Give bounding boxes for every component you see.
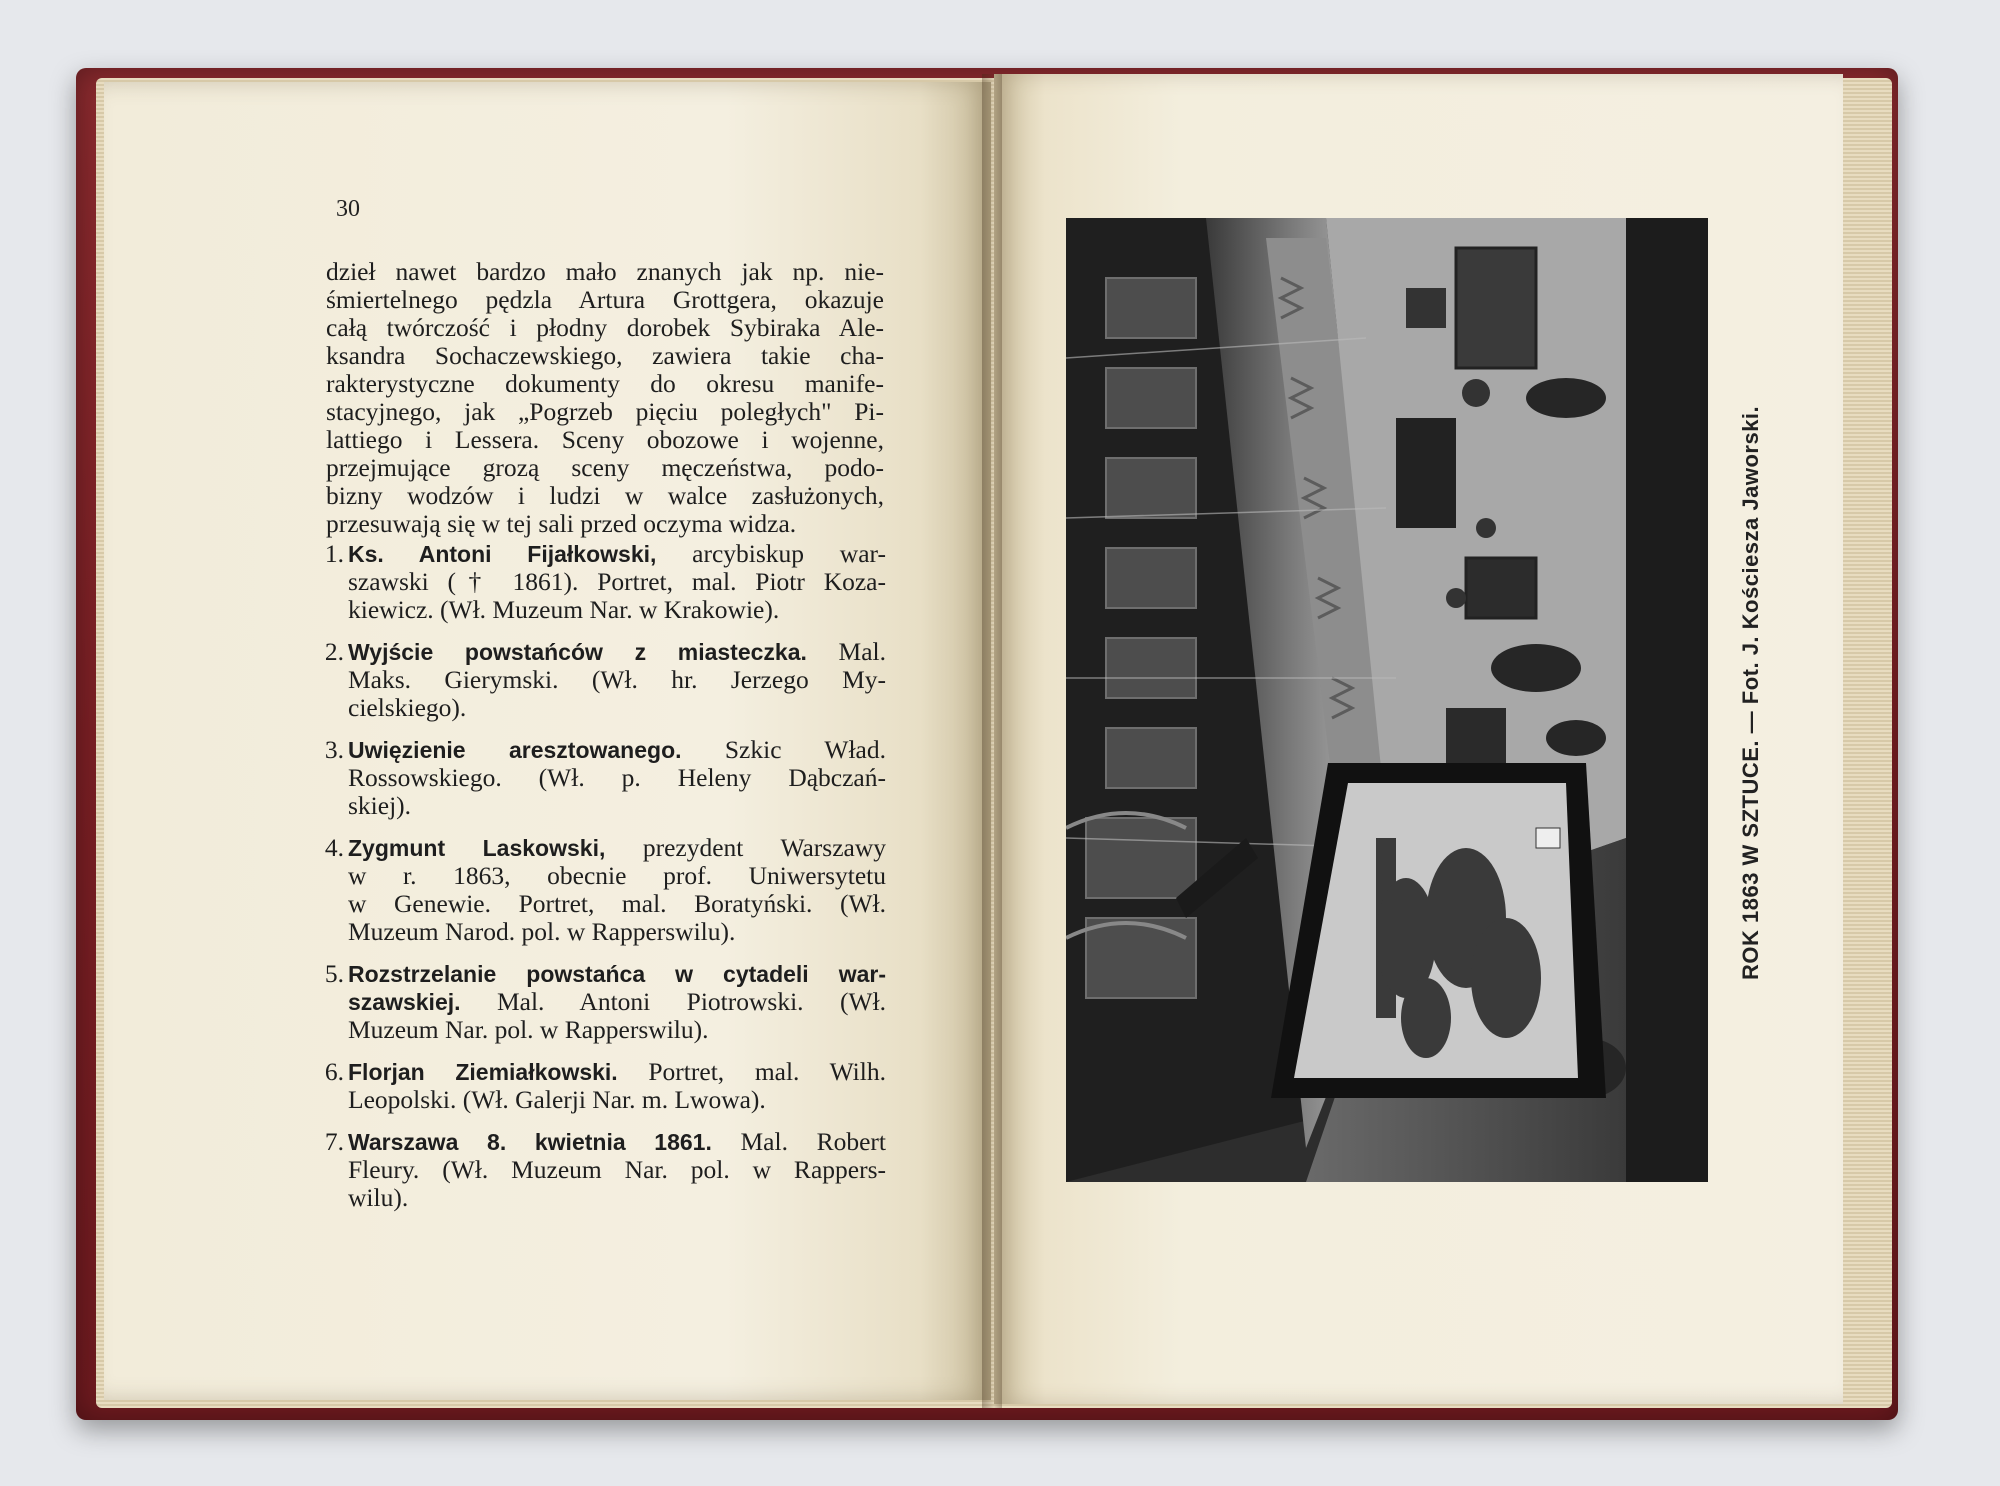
entry-line: wilu). <box>348 1183 409 1212</box>
intro-line: przesuwają się w tej sali przed oczyma widza. <box>326 509 797 538</box>
entry-first-line <box>348 960 886 988</box>
entry-line: Fleury. (Wł. Muzeum Nar. pol. w Rappers- <box>348 1155 886 1184</box>
entry-title-cont: szawskiej. <box>348 989 461 1015</box>
entry-line: Maks. Gierymski. (Wł. hr. Jerzego My- <box>348 665 886 694</box>
entry-first-line: Zygmunt Laskowski, prezydent Warszawy <box>348 833 887 862</box>
intro-line: śmiertelnego pędzla Artura Grottgera, okazuje <box>326 285 884 314</box>
exhibition-photograph <box>1066 218 1708 1182</box>
entry-title: Ks. Antoni Fijałkowski, <box>348 541 657 567</box>
intro-line: bizny wodzów i ludzi w walce zasłużonych, <box>326 481 884 510</box>
entry-first-line: Ks. Antoni Fijałkowski, arcybiskup war- <box>348 539 886 568</box>
entry-number: 6. <box>324 1057 344 1086</box>
catalog-entry <box>300 960 886 1044</box>
entry-first-line: Uwięzienie aresztowanego. Szkic Wład. <box>348 735 887 764</box>
entry-line: w r. 1863, obecnie prof. Uniwersytetu <box>348 861 886 890</box>
catalog-entry <box>300 1128 886 1212</box>
catalog-entry <box>300 1058 886 1114</box>
catalog-entry <box>300 834 886 946</box>
intro-line: przejmujące grozą sceny męczeństwa, podo- <box>326 453 884 482</box>
entry-number: 3. <box>324 735 344 764</box>
entry-line: cielskiego). <box>348 693 467 722</box>
entry-number: 1. <box>324 539 344 568</box>
entry-title: Uwięzienie aresztowanego. <box>348 737 682 763</box>
entry-title: Zygmunt Laskowski, <box>348 835 606 861</box>
entry-title: Wyjście powstańców z miasteczka. <box>348 639 807 665</box>
catalog-entry <box>300 638 886 722</box>
intro-line: ksandra Sochaczewskiego, zawiera takie cha- <box>326 341 884 370</box>
intro-line: rakterystyczne dokumenty do okresu manife- <box>326 369 884 398</box>
entry-title: Florjan Ziemiałkowski. <box>348 1059 618 1085</box>
intro-line: dzieł nawet bardzo mało znanych jak np. nie- <box>326 257 884 286</box>
intro-paragraph <box>326 258 884 538</box>
entry-line: kiewicz. (Wł. Muzeum Nar. w Krakowie). <box>348 595 780 624</box>
page-number: 30 <box>336 196 360 222</box>
entry-number: 2. <box>324 637 344 666</box>
entry-number: 4. <box>324 833 344 862</box>
entry-first-line: Warszawa 8. kwietnia 1861. Mal. Robert <box>348 1127 886 1156</box>
intro-line: lattiego i Lessera. Sceny obozowe i wojenne, <box>326 425 884 454</box>
catalog-list <box>300 540 886 1226</box>
catalog-entry <box>300 540 886 624</box>
photo-image <box>1066 218 1708 1182</box>
entry-line: skiej). <box>348 791 412 820</box>
photo-caption: ROK 1863 W SZTUCE. — Fot. J. Kościesza Jaworski. <box>1738 405 1763 980</box>
entry-line: szawski († 1861). Portret, mal. Piotr Koza- <box>348 567 886 596</box>
entry-line: szawskiej. Mal. Antoni Piotrowski. (Wł. <box>348 987 886 1016</box>
entry-line: Muzeum Narod. pol. w Rapperswilu). <box>348 917 736 946</box>
entry-first-line: Wyjście powstańców z miasteczka. Mal. <box>348 637 887 666</box>
entry-number: 5. <box>324 959 344 988</box>
entry-line: w Genewie. Portret, mal. Boratyński. (Wł. <box>348 889 886 918</box>
entry-line: Rossowskiego. (Wł. p. Heleny Dąbczań- <box>348 763 886 792</box>
entry-line: Muzeum Nar. pol. w Rapperswilu). <box>348 1015 709 1044</box>
book-gutter <box>982 74 1002 1408</box>
intro-line: stacyjnego, jak „Pogrzeb pięciu poległych" Pi- <box>326 397 884 426</box>
entry-line: Leopolski. (Wł. Galerji Nar. m. Lwowa). <box>348 1085 766 1114</box>
entry-first-line: Florjan Ziemiałkowski. Portret, mal. Wilh. <box>348 1057 886 1086</box>
intro-line: całą twórczość i płodny dorobek Sybiraka Ale- <box>326 313 884 342</box>
entry-number: 7. <box>324 1127 344 1156</box>
entry-title: Warszawa 8. kwietnia 1861. <box>348 1129 712 1155</box>
catalog-entry <box>300 736 886 820</box>
entry-title: Rozstrzelanie powstańca w cytadeli war- <box>348 961 886 987</box>
